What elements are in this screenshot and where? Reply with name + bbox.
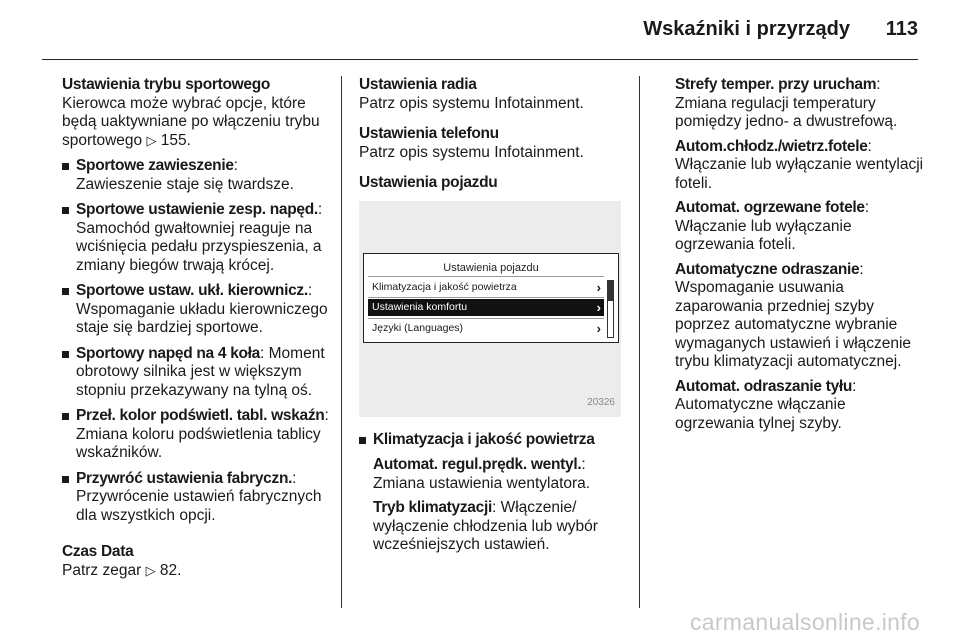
item-auto-defog: Automatyczne odraszanie: Wspomaganie usuwania zaparowania przedniej szyby poprzez automatyczne wybranie wymaganych ustawień i włączenie trybu klimatyzacji automatycznej.: [675, 260, 912, 370]
bullet-climate: Klimatyzacja i jakość powietrza: [359, 431, 624, 450]
display-screen: [363, 253, 619, 343]
screen-divider: [368, 318, 604, 319]
column-2: [359, 76, 624, 562]
sport-mode-section: [62, 76, 330, 150]
bullet-factory-reset: Przywróć ustawienia fabryczn.: Przywrócenie ustawień fabrycznych dla wszystkich opcji.: [62, 470, 330, 526]
time-date-text: Patrz zegar ▷ 82.: [62, 561, 182, 579]
page-header-title: Wskaźniki i przyrządy: [643, 18, 850, 40]
time-date-section: [62, 543, 330, 580]
column-divider-2: [639, 76, 640, 608]
vehicle-settings-heading: Ustawienia pojazdu: [359, 174, 498, 191]
vehicle-settings-figure: [359, 201, 621, 417]
header-divider: [42, 59, 918, 60]
chevron-right-icon: ›: [596, 279, 601, 295]
bullet-sport-suspension: Sportowe zawieszenie: Zawieszenie staje się twardsze.: [62, 157, 330, 194]
bullet-backlight-color: Przeł. kolor podświetl. tabl. wskaźn: Zmiana koloru podświetlenia tablicy wskaźników.: [62, 407, 330, 463]
phone-heading: Ustawienia telefonu: [359, 125, 499, 142]
chevron-right-icon: ›: [596, 320, 601, 336]
screen-scrollbar[interactable]: [607, 280, 614, 338]
sport-mode-heading: Ustawienia trybu sportowego: [62, 76, 271, 93]
menu-item-comfort[interactable]: Ustawienia komfortu ›: [368, 299, 604, 316]
radio-heading: Ustawienia radia: [359, 76, 477, 93]
item-heated-seats: Automat. ogrzewane fotele: Włączanie lub wyłączanie ogrzewania foteli.: [675, 199, 870, 253]
radio-text: Patrz opis systemu Infotainment.: [359, 94, 584, 112]
phone-section: [359, 125, 624, 162]
sport-mode-text: Kierowca może wybrać opcje, które będą uaktywniane po włączeniu trybu sportowego ▷ 155.: [62, 94, 320, 149]
radio-section: [359, 76, 624, 113]
bullet-sport-drivetrain: Sportowe ustawienie zesp. napęd.: Samochód gwałtowniej reaguje na wciśnięcia pedału przyspieszenia, a zmiany biegów trwają krócej.: [62, 201, 330, 275]
bullet-sport-steering: Sportowe ustaw. ukł. kierownicz.: Wspomaganie układu kierowniczego staje się bardziej sportowe.: [62, 282, 330, 338]
item-ac-mode: Tryb klimatyzacji: Włączenie/ wyłączenie chłodzenia lub wybór wcześniejszych ustawień.: [373, 499, 598, 553]
page-ref-arrow-icon: ▷: [145, 562, 156, 578]
climate-items: [359, 456, 624, 555]
screen-divider: [368, 276, 604, 277]
menu-item-languages[interactable]: Języki (Languages) ›: [372, 320, 601, 336]
item-rear-defog: Automat. odraszanie tyłu: Automatyczne włączanie ogrzewania tylnej szyby.: [675, 377, 857, 432]
bullet-sport-awd: Sportowy napęd na 4 koła: Moment obrotowy silnika jest w większym stopniu przekazywany na tylną oś.: [62, 345, 330, 401]
time-date-heading: Czas Data: [62, 543, 134, 560]
item-fan-speed: Automat. regul.prędk. wentyl.: Zmiana ustawienia wentylatora.: [373, 456, 591, 492]
chevron-right-icon: ›: [596, 299, 601, 315]
item-temp-zones: Strefy temper. przy urucham: Zmiana regulacji temperatury pomiędzy jedno- a dwustrefową.: [675, 76, 898, 130]
menu-item-climate[interactable]: Klimatyzacja i jakość powietrza ›: [372, 279, 601, 295]
scrollbar-thumb[interactable]: [608, 281, 613, 301]
watermark: carmanualsonline.info: [689, 609, 920, 635]
column-3: [675, 76, 925, 439]
screen-title: Ustawienia pojazdu: [443, 261, 539, 274]
phone-text: Patrz opis systemu Infotainment.: [359, 143, 584, 161]
sport-mode-ref: 155.: [160, 131, 191, 149]
page-ref-arrow-icon: ▷: [146, 132, 157, 148]
screen-divider: [368, 297, 604, 298]
figure-id: 20326: [587, 397, 615, 408]
column-1: [62, 76, 330, 592]
item-seat-ventilation: Autom.chłodz./wietrz.fotele: Włączanie lub wyłączanie wentylacji foteli.: [675, 137, 924, 192]
column-divider-1: [341, 76, 342, 608]
page-number: 113: [885, 18, 918, 40]
